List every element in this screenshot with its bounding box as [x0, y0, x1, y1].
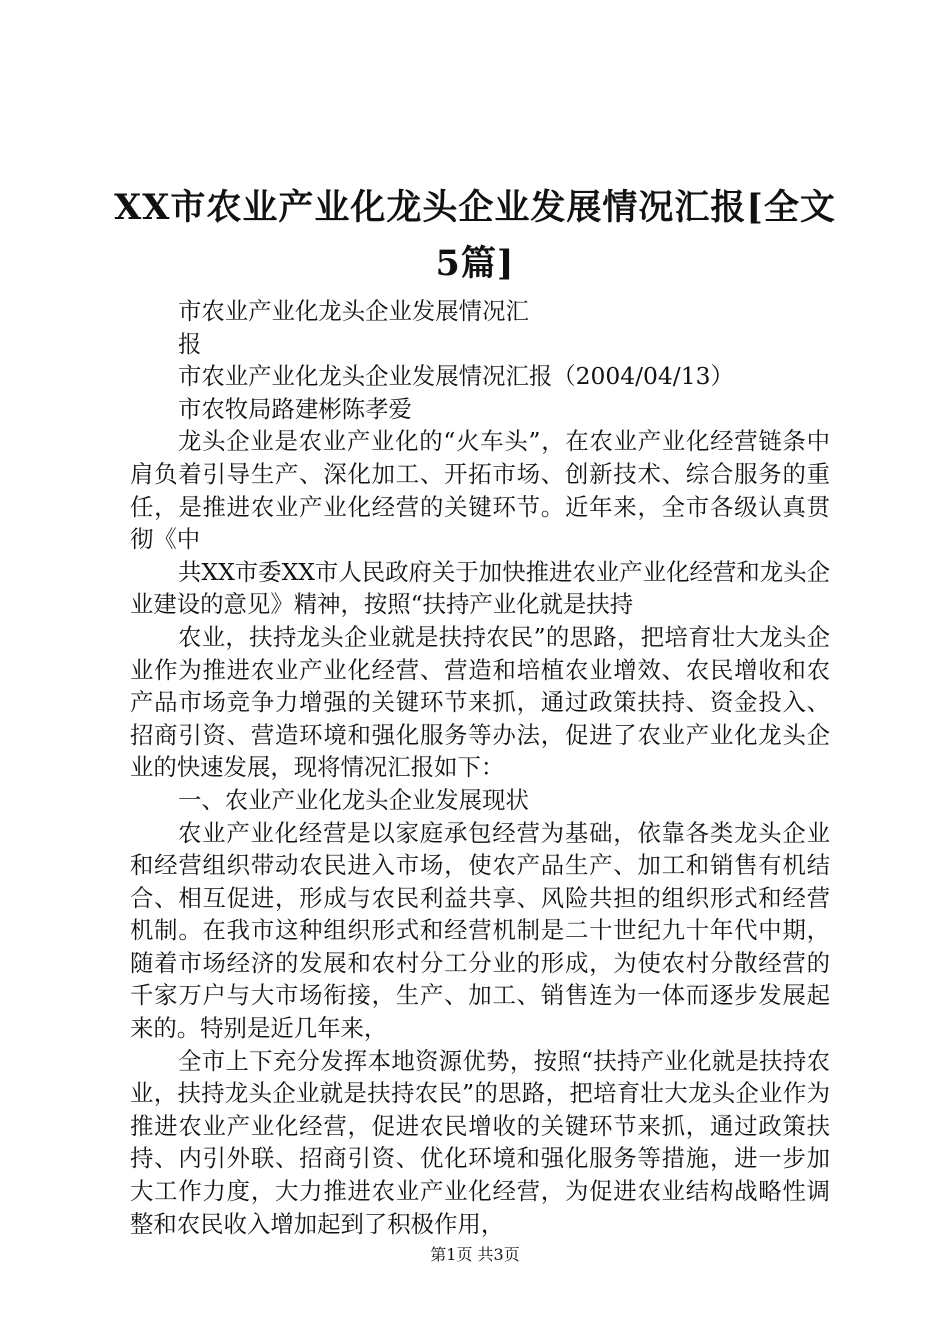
section-heading: 一、农业产业化龙头企业发展现状 — [178, 785, 529, 814]
title-line-2: 5篇] — [435, 243, 515, 284]
paragraph-report-date: 市农业产业化龙头企业发展情况汇报（2004/04/13） — [178, 362, 734, 391]
page-number-footer: 第1页 共3页 — [430, 1245, 520, 1264]
document-body — [130, 295, 830, 1240]
paragraph-intro-continued: 共XX市委XX市人民政府关于加快推进农业产业化经营和龙头企业建设的意见》精神，按照“扶持产业化就是扶持 — [130, 557, 830, 619]
paragraph-status: 农业产业化经营是以家庭承包经营为基础，依靠各类龙头企业和经营组织带动农民进入市场，使农产品生产、加工和销售有机结合、相互促进，形成与农民利益共享、风险共担的组织形式和经营机制。在我市这种组织形式和经营机制是二十世纪九十年代中期，随着市场经济的发展和农村分工分业的形成，为使农村分散经营的千家万户与大市场衔接，生产、加工、销售连为一体而逐步发展起来的。特别是近几年来， — [130, 818, 830, 1043]
title-line-1: XX市农业产业化龙头企业发展情况汇报[全文 — [114, 187, 836, 228]
paragraph-heading-part1: 市农业产业化龙头企业发展情况汇 — [178, 297, 529, 325]
paragraph-measures: 全市上下充分发挥本地资源优势，按照“扶持产业化就是扶持农业，扶持龙头企业就是扶持农民”的思路，把培育壮大龙头企业作为推进农业产业化经营，促进农民增收的关键环节来抓，通过政策扶持、内引外联、招商引资、优化环境和强化服务等措施，进一步加大工作力度，大力推进农业产业化经营，为促进农业结构战略性调整和农民收入增加起到了积极作用， — [130, 1046, 830, 1238]
document-title — [100, 180, 850, 292]
paragraph-intro: 龙头企业是农业产业化的“火车头”，在农业产业化经营链条中肩负着引导生产、深化加工、开拓市场、创新技术、综合服务的重任，是推进农业产业化经营的关键环节。近年来，全市各级认真贯彻《中 — [130, 427, 830, 554]
paragraph-heading-part2: 报 — [178, 329, 202, 358]
paragraph-authors: 市农牧局路建彬陈孝爱 — [178, 394, 412, 423]
paragraph-approach: 农业，扶持龙头企业就是扶持农民”的思路，把培育壮大龙头企业作为推进农业产业化经营、营造和培植农业增效、农民增收和农产品市场竞争力增强的关键环节来抓，通过政策扶持、资金投入、招商引资、营造环境和强化服务等办法，促进了农业产业化龙头企业的快速发展，现将情况汇报如下： — [130, 622, 830, 782]
